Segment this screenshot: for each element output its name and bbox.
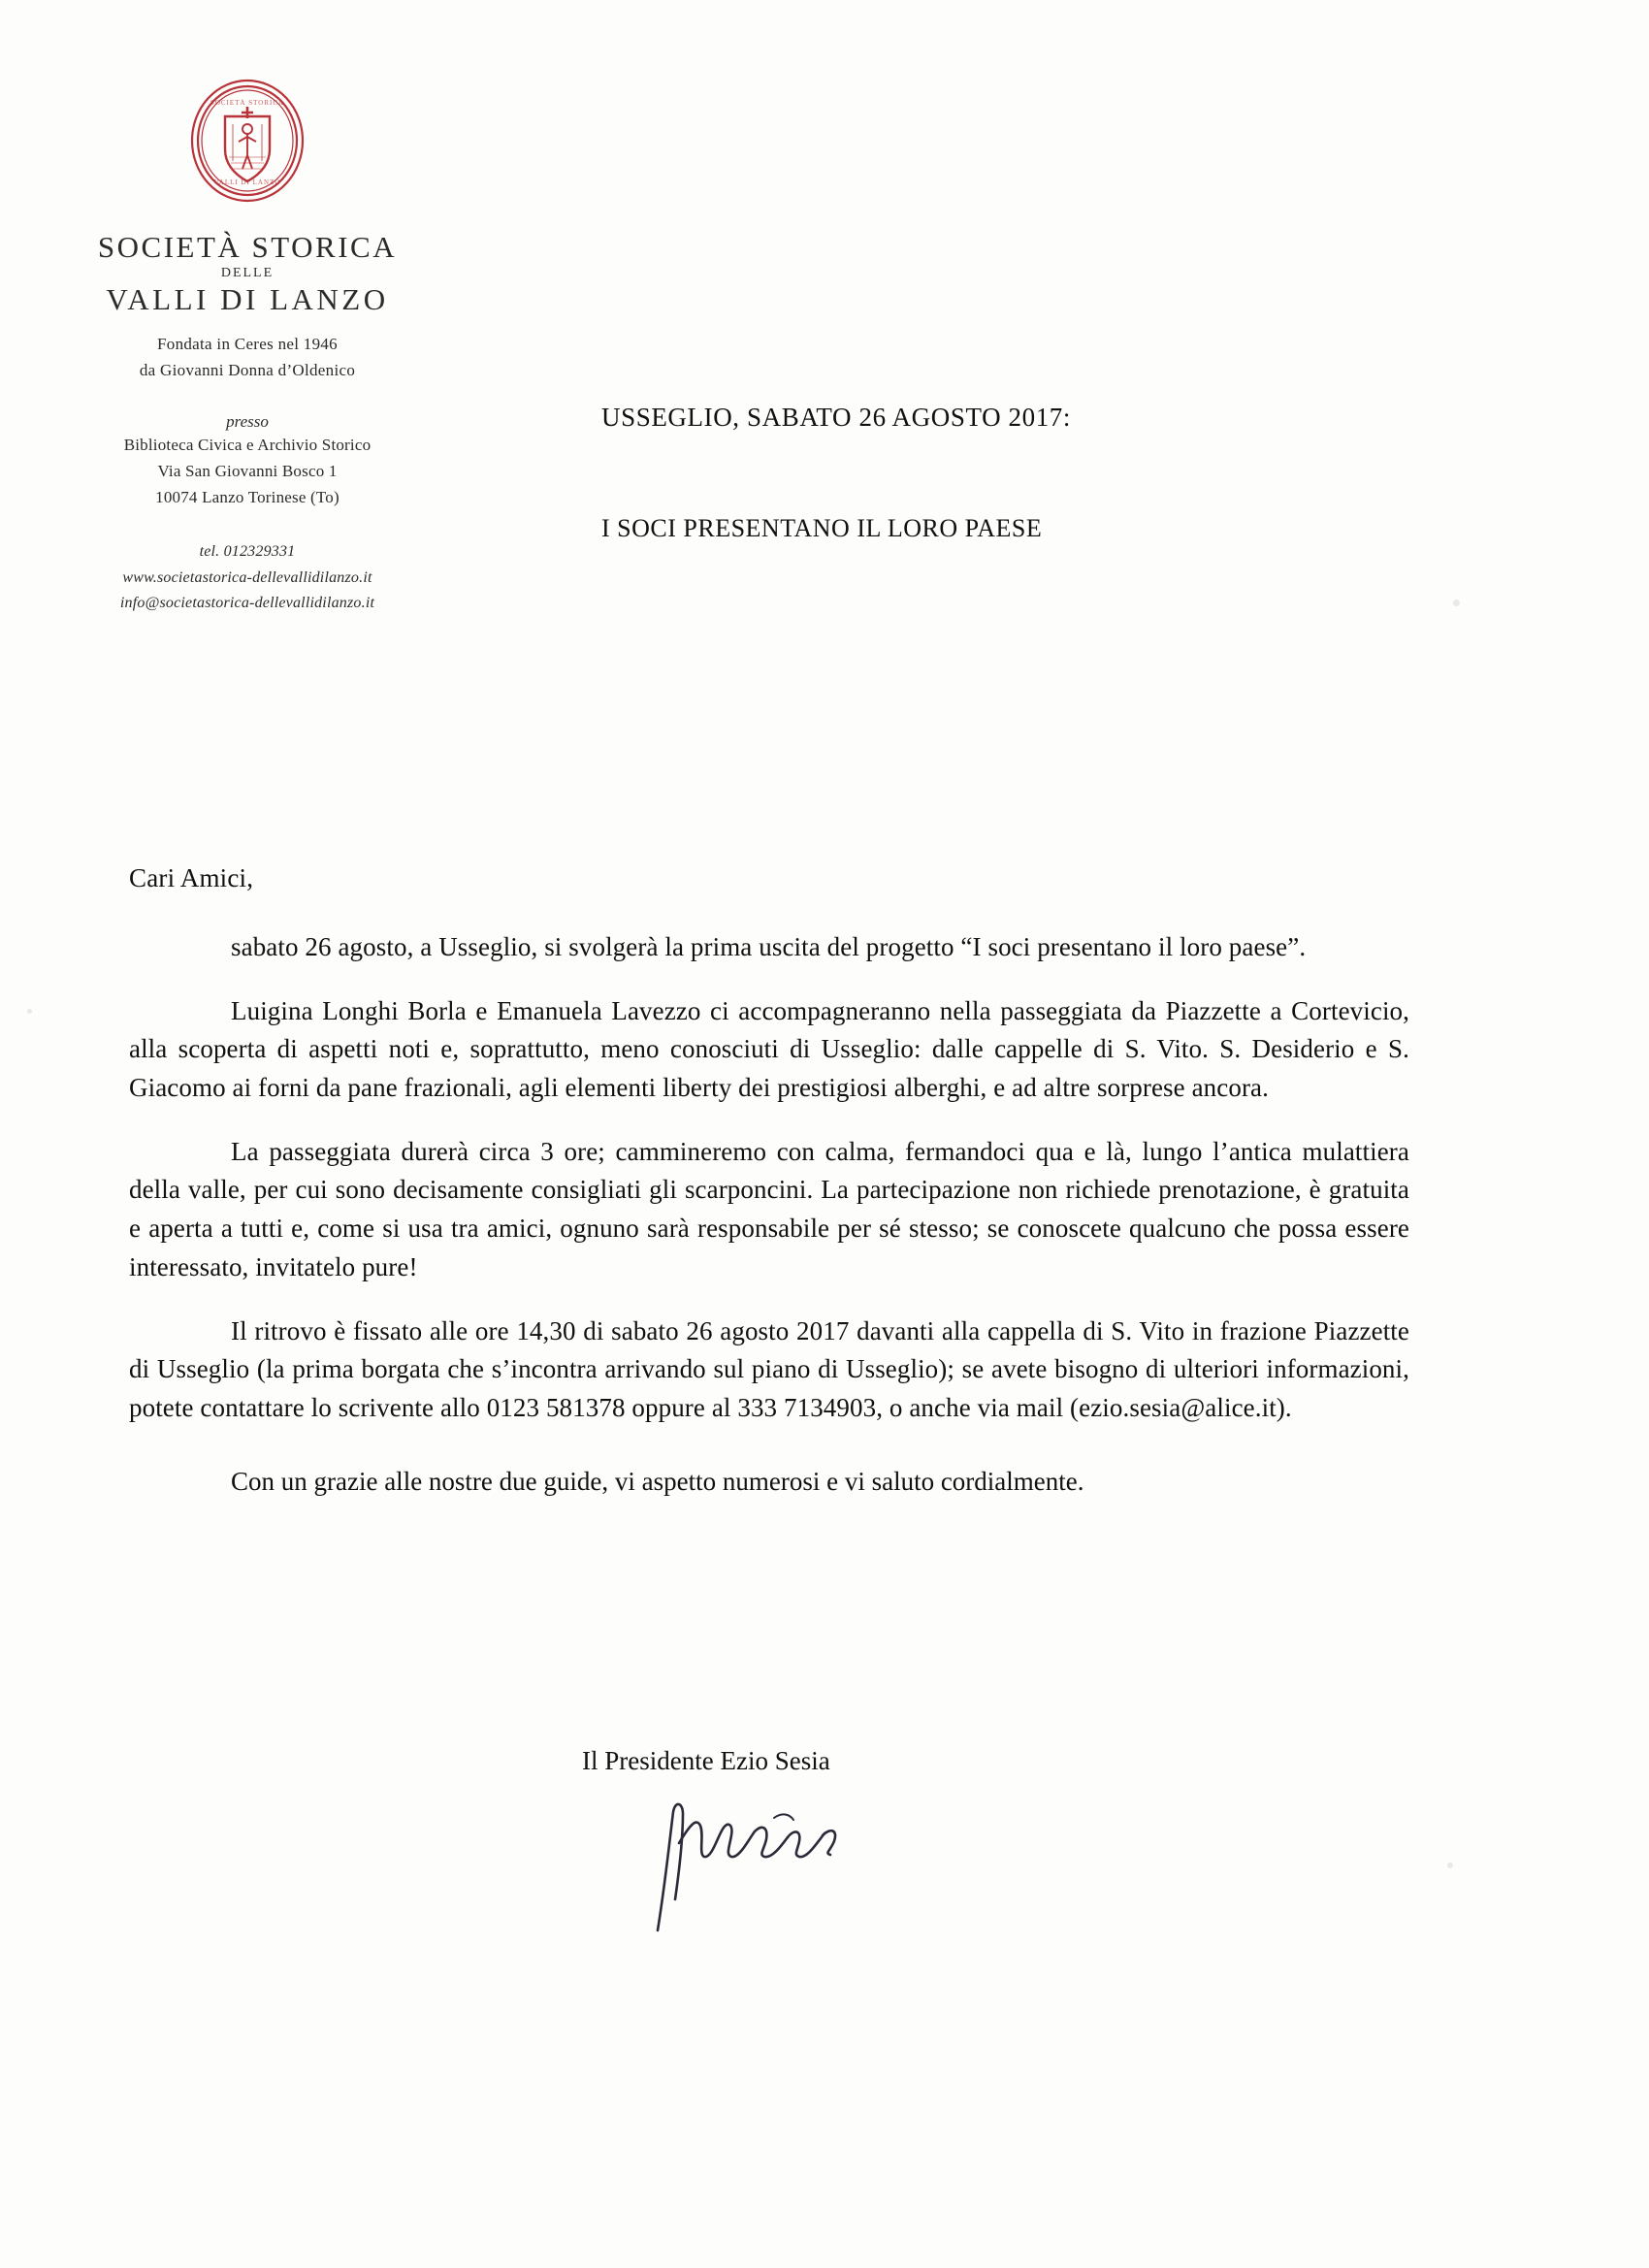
svg-text:SOCIETÀ STORICA: SOCIETÀ STORICA bbox=[210, 99, 285, 107]
scan-speck bbox=[1447, 1863, 1453, 1868]
organization-name-line1: SOCIETÀ STORICA bbox=[97, 230, 398, 264]
societa-storica-seal-icon bbox=[175, 68, 320, 213]
presso-label: presso bbox=[226, 411, 269, 431]
event-title-heading: I SOCI PRESENTANO IL LORO PAESE bbox=[601, 514, 1043, 542]
paragraph-1: sabato 26 agosto, a Usseglio, si svolgerà la prima uscita del progetto “I soci presentano il loro paese”. bbox=[231, 932, 1307, 961]
founded-line1: Fondata in Ceres nel 1946 bbox=[157, 335, 338, 354]
address-line2: Via San Giovanni Bosco 1 bbox=[157, 462, 338, 481]
letterhead bbox=[58, 68, 436, 617]
paragraph-3: La passeggiata durerà circa 3 ore; cammineremo con calma, fermandoci qua e là, lungo l’antica mulattiera della valle, per cui sono decisamente consigliati gli scarponcini. La partecipazione non richiede prenotazione, è gratuita e aperta a tutti e, come si usa tra amici, ognuno sarà responsabile per sé stesso; se conoscete qualcuno che possa essere interessato, invitatelo pure! bbox=[129, 1136, 1409, 1281]
paragraph-2: Luigina Longhi Borla e Emanuela Lavezzo ci accompagneranno nella passeggiata da Piazzette a Cortevicio, alla scoperta di aspetti noti e, soprattutto, meno conosciuti di Usseglio: dalle cappelle di S. Vito. S. Desiderio e S. Giacomo ai forni da pane frazionali, agli elementi liberty dei prestigiosi alberghi, e ad altre sorprese ancora. bbox=[129, 995, 1409, 1103]
organization-name-delle: DELLE bbox=[220, 266, 275, 281]
scan-speck bbox=[27, 1009, 32, 1014]
salutation: Cari Amici, bbox=[129, 863, 254, 892]
scan-speck bbox=[1453, 599, 1460, 606]
website-link[interactable]: www.societastorica-dellevallidilanzo.it bbox=[122, 568, 372, 586]
paragraph-4: Il ritrovo è fissato alle ore 14,30 di sabato 26 agosto 2017 davanti alla cappella di S. Vito in frazione Piazzette di Usseglio (la prima borgata che s’incontra arrivando sul piano di Usseglio); se avete bisogno di ulteriori informazioni, potete contattare lo scrivente allo 0123 581378 oppure al 333 7134903, o anche via mail (ezio.sesia@alice.it). bbox=[129, 1315, 1409, 1422]
founded-line2: da Giovanni Donna d’Oldenico bbox=[139, 360, 356, 379]
address-line1: Biblioteca Civica e Archivio Storico bbox=[123, 435, 372, 454]
email-link[interactable]: info@societastorica-dellevallidilanzo.it bbox=[119, 595, 375, 612]
signature-title: Il Presidente Ezio Sesia bbox=[582, 1746, 830, 1775]
organization-name-line2: VALLI DI LANZO bbox=[106, 282, 389, 317]
telephone: tel. 012329331 bbox=[199, 543, 296, 561]
address-line3: 10074 Lanzo Torinese (To) bbox=[155, 488, 340, 507]
closing-paragraph: Con un grazie alle nostre due guide, vi aspetto numerosi e vi saluto cordialmente. bbox=[231, 1466, 1084, 1496]
svg-text:VALLI DI LANZO: VALLI DI LANZO bbox=[213, 178, 281, 186]
event-date-heading: USSEGLIO, SABATO 26 AGOSTO 2017: bbox=[601, 403, 1072, 432]
handwritten-signature-icon bbox=[640, 1785, 892, 1950]
letter-body bbox=[129, 863, 1409, 1501]
